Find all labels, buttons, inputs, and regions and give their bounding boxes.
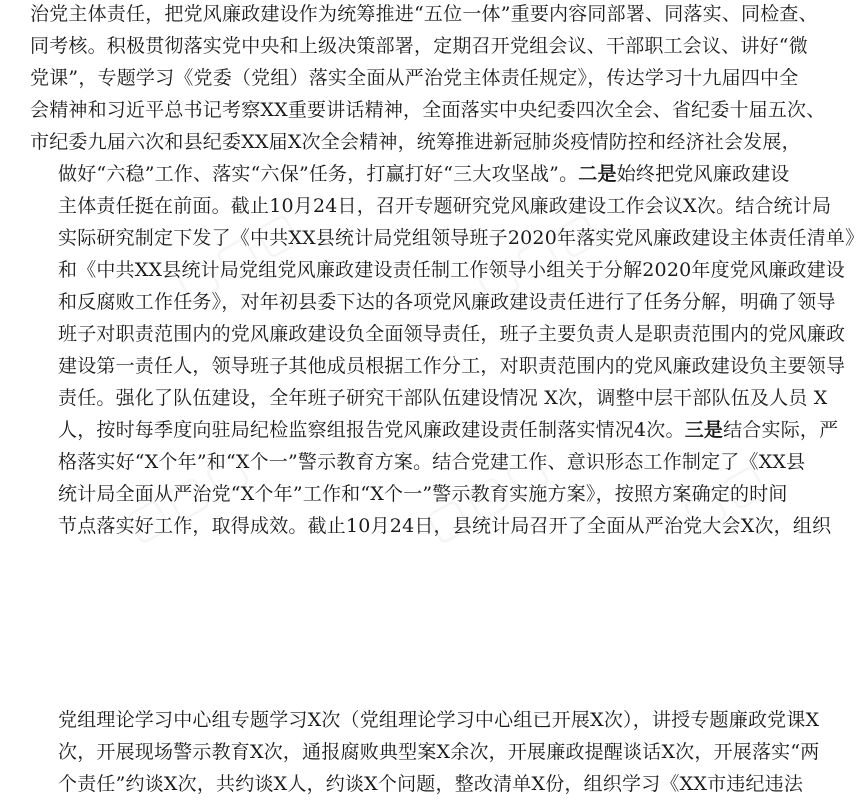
paragraph-line: 党课”，专题学习《党委（党组）落实全面从严治党主体责任规定》，传达学习十九届四中全 — [30, 67, 799, 89]
paragraph-line: 会精神和习近平总书记考察XX重要讲话精神，全面落实中央纪委四次全会、省纪委十届五次、 — [30, 99, 826, 121]
paragraph-line: 班子对职责范围内的党风廉政建设负全面领导责任，班子主要负责人是职责范围内的党风廉政 — [58, 323, 846, 345]
paragraph-line: 次，开展现场警示教育X次，通报腐败典型案X余次，开展廉政提醒谈话X次，开展落实“两 — [58, 741, 820, 763]
line-text: 始终把党风廉政建设 — [616, 163, 790, 185]
watermark-mark: ▢▢▢ — [166, 199, 311, 312]
bold-marker: 三是 — [684, 419, 724, 441]
paragraph-line — [58, 159, 790, 189]
paragraph-line: 主体责任挺在前面。截止10月24日，召开专题研究党风廉政建设工作会议X次。结合统计局 — [58, 195, 832, 217]
paragraph-line: 同考核。积极贯彻落实党中央和上级决策部署，定期召开党组会议、干部职工会议、讲好“微 — [30, 35, 808, 57]
paragraph-line: 和反腐败工作任务》，对年初县委下达的各项党风廉政建设责任进行了任务分解，明确了领导 — [58, 291, 836, 313]
paragraph-line: 治党主体责任，把党风廉政建设作为统筹推进“五位一体”重要内容同部署、同落实、同检查、 — [30, 3, 818, 25]
line-text: 做好“六稳”工作、落实“六保”任务，打赢打好“三大攻坚战”。 — [58, 163, 579, 185]
watermark-mark: ▢▢▢ — [116, 439, 261, 552]
paragraph-line: 市纪委九届六次和县纪委XX届X次全会精神，统筹推进新冠肺炎疫情防控和经济社会发展， — [30, 131, 801, 153]
paragraph-line — [58, 415, 839, 445]
paragraph-line: 责任。强化了队伍建设，全年班子研究干部队伍建设情况 X次，调整中层干部队伍及人员 X — [58, 387, 828, 409]
watermark-mark: ▢▢▢ — [416, 439, 561, 552]
paragraph-line: 建设第一责任人，领导班子其他成员根据工作分工，对职责范围内的党风廉政建设负主要领导 — [58, 355, 846, 377]
watermark-mark: ▢▢ — [673, 450, 778, 541]
paragraph-line: 节点落实好工作，取得成效。截止10月24日，县统计局召开了全面从严治党大会X次，组织 — [58, 515, 832, 537]
bold-marker: 二是 — [578, 163, 617, 185]
paragraph-line: 实际研究制定下发了《中共XX县统计局党组领导班子2020年落实党风廉政建设主体责任清单》 — [58, 227, 864, 249]
paragraph-line: 统计局全面从严治党“X个年”工作和“X个一”警示教育实施方案》，按照方案确定的时间 — [58, 483, 788, 505]
line-text: 人，按时每季度向驻局纪检监察组报告党风廉政建设责任制落实情况4次。 — [58, 419, 685, 441]
paragraph-line: 格落实好“X个年”和“X个一”警示教育方案。结合党建工作、意识形态工作制定了《XX县 — [58, 451, 806, 473]
watermark-mark: ▢▢▢ — [466, 199, 611, 312]
paragraph-line: 党组理论学习中心组专题学习X次（党组理论学习中心组已开展X次），讲授专题廉政党课X — [58, 709, 820, 731]
paragraph-line: 和《中共XX县统计局党组党风廉政建设责任制工作领导小组关于分解2020年度党风廉政建设 — [58, 259, 846, 281]
paragraph-line: 个责任”约谈X次，共约谈X人，约谈X个问题，整改清单X份，组织学习《XX市违纪违法 — [58, 773, 804, 795]
line-text: 结合实际，严 — [723, 419, 839, 441]
